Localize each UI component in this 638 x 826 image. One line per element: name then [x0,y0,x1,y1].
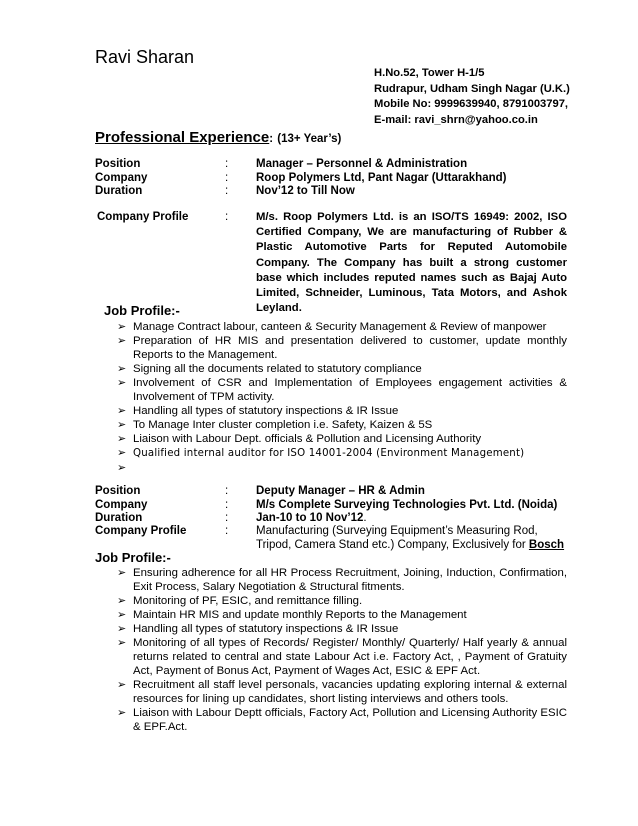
job2-duration-colon: : [225,512,229,524]
arrow-bullet-icon: ➢ [117,637,127,649]
list-item: ➢ To Manage Inter cluster completion i.e. Safety, Kaizen & 5S [117,419,433,431]
list-item: ➢ Preparation of HR MIS and presentation delivered to customer, update monthly Reports to the Management. [117,335,567,361]
mobile-number: Mobile No: 9999639940, 8791003797, [374,98,569,110]
list-item: ➢ Liaison with Labour Deptt officials, Factory Act, Pollution and Licensing Authority ESIC & EPF.Act. [117,707,567,733]
list-item: ➢ Qualified internal auditor for ISO 14001-2004 (Environment Management) [117,447,525,459]
address-line-1: H.No.52, Tower H-1/5 [374,67,485,79]
job1-position-colon: : [225,158,229,170]
job2-duration-label: Duration [95,512,143,524]
job2-position-colon: : [225,485,229,497]
job1-position-label: Position [95,158,141,170]
job2-duration: Jan-10 to 10 Nov’12. [256,512,367,524]
arrow-bullet-icon: ➢ [117,363,127,375]
job1-position: Manager – Personnel & Administration [256,158,468,170]
list-item: ➢ Manage Contract labour, canteen & Security Management & Review of manpower [117,321,547,333]
arrow-bullet-icon: ➢ [117,567,127,579]
job1-bullet-list [117,320,567,475]
job2-company: M/s Complete Surveying Technologies Pvt. Ltd. (Noida) [256,499,558,511]
list-item: ➢ Handling all types of statutory inspections & IR Issue [117,623,399,635]
arrow-bullet-icon: ➢ [117,462,127,474]
list-item: ➢ Monitoring of all types of Records/ Register/ Monthly/ Quarterly/ Half yearly & annual returns related to central and state Labour Act i.e. Factory Act, , Payment of Gratuity Act, Payment of Bonus Act, Payment of Wages Act, ESIC & EPF Act. [117,637,567,677]
section-heading [95,129,341,146]
section-colon: : [269,133,274,145]
arrow-bullet-icon: ➢ [117,433,127,445]
section-title: Professional Experience [95,129,270,146]
arrow-bullet-icon: ➢ [117,623,127,635]
job1-profile-colon: : [225,211,229,223]
job1-company-colon: : [225,172,229,184]
job2-position: Deputy Manager – HR & Admin [256,485,425,497]
arrow-bullet-icon: ➢ [117,707,127,719]
job1-duration-colon: : [225,185,229,197]
job2-company-colon: : [225,499,229,511]
bosch-highlight: Bosch [528,539,565,551]
list-item-empty [117,461,567,475]
contact-block [374,66,570,128]
experience-years: (13+ Year’s) [277,133,342,145]
arrow-bullet-icon: ➢ [117,595,127,607]
job1-job-profile-title: Job Profile:- [104,303,180,318]
list-item: ➢ Handling all types of statutory inspections & IR Issue [117,405,399,417]
job1-duration-label: Duration [95,185,143,197]
arrow-bullet-icon: ➢ [117,447,127,459]
job1-duration: Nov’12 to Till Now [256,185,355,197]
job2-position-label: Position [95,485,141,497]
list-item: ➢ Maintain HR MIS and update monthly Reports to the Management [117,609,467,621]
list-item: ➢ Signing all the documents related to statutory compliance [117,363,422,375]
arrow-bullet-icon: ➢ [117,679,127,691]
list-item: ➢ Involvement of CSR and Implementation of Employees engagement activities & Involvement of TPM activity. [117,377,567,403]
arrow-bullet-icon: ➢ [117,321,127,333]
arrow-bullet-icon: ➢ [117,405,127,417]
job2-profile-colon: : [225,525,229,537]
list-item: ➢ Liaison with Labour Dept. officials & Pollution and Licensing Authority [117,433,482,445]
job2-profile-line2: Tripod, Camera Stand etc.) Company, Exclusively for Bosch [256,539,565,551]
arrow-bullet-icon: ➢ [117,377,127,389]
job2-job-profile-title: Job Profile:- [95,550,171,565]
job2-profile-line1: Manufacturing (Surveying Equipment’s Measuring Rod, [256,525,538,537]
email-address: E-mail: ravi_shrn@yahoo.co.in [374,113,538,126]
job2-bullet-list [117,566,567,734]
job1-profile-label: Company Profile [97,211,189,223]
job2-company-label: Company [95,499,148,511]
list-item: ➢ Monitoring of PF, ESIC, and remittance filling. [117,595,363,607]
job1-company-profile: M/s. Roop Polymers Ltd. is an ISO/TS 16949: 2002, ISO Certified Company, We are manufacturing of Rubber & Plastic Automotive Parts for Reputed Automobile Company. The Company has built a strong customer base which includes reputed names such as Bajaj Auto Limited, Schneider, Luminous, Tata Motors, and Ashok Leyland. [256,211,567,315]
arrow-bullet-icon: ➢ [117,335,127,347]
arrow-bullet-icon: ➢ [117,609,127,621]
job1-company: Roop Polymers Ltd, Pant Nagar (Uttarakhand) [256,172,507,184]
job1-company-label: Company [95,172,148,184]
list-item: ➢ Recruitment all staff level personals, vacancies updating exploring internal & external resources for lining up candidates, short listing interviews and others tools. [117,679,567,705]
candidate-name: Ravi Sharan [95,47,195,67]
list-item: ➢ Ensuring adherence for all HR Process Recruitment, Joining, Induction, Confirmation, Exit Process, Salary Negotiation & Structural fitments. [117,567,567,593]
job2-profile-label: Company Profile [95,525,187,537]
address-line-2: Rudrapur, Udham Singh Nagar (U.K.) [374,82,570,95]
arrow-bullet-icon: ➢ [117,419,127,431]
